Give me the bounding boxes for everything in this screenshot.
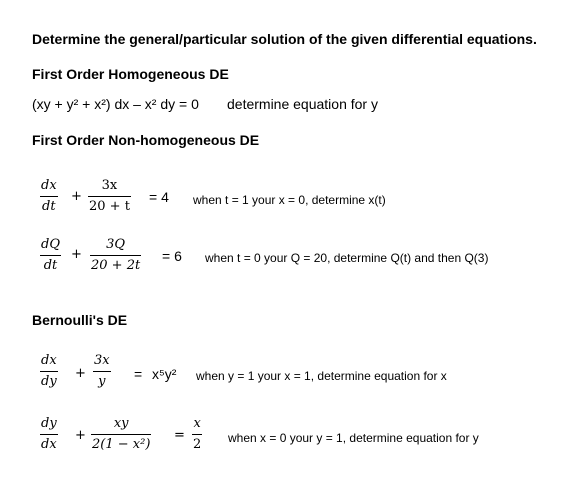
- fraction-denominator: dt: [42, 199, 56, 214]
- equals-sign: =: [134, 366, 143, 382]
- fraction-denominator: dy: [41, 374, 57, 389]
- fraction-bar: [40, 434, 58, 435]
- section-heading-nonhomogeneous: First Order Non-homogeneous DE: [32, 132, 260, 148]
- fraction-bar: [90, 255, 141, 256]
- fraction-3x-20-plus-t: [88, 177, 131, 216]
- section-heading-homogeneous: First Order Homogeneous DE: [32, 66, 229, 82]
- homogeneous-equation-text: (xy + y² + x²) dx – x² dy = 0: [32, 96, 199, 112]
- equals-sign: =: [174, 428, 185, 443]
- fraction-numerator: 3x: [101, 178, 118, 193]
- rhs-expression: x⁵y²: [152, 366, 177, 382]
- fraction-numerator: dy: [41, 416, 57, 431]
- fraction-denominator: 2(1 − x²): [92, 437, 151, 452]
- plus-sign: +: [75, 428, 86, 443]
- fraction-x-2: [192, 415, 202, 454]
- fraction-numerator: 3x: [94, 353, 110, 368]
- fraction-numerator: dx: [41, 353, 57, 368]
- condition-text: when y = 1 your x = 1, determine equation for x: [196, 369, 447, 383]
- fraction-3x-y: [93, 352, 111, 391]
- fraction-numerator: xy: [113, 416, 129, 431]
- plus-sign: +: [75, 366, 86, 381]
- fraction-denominator: 20 + t: [89, 199, 130, 214]
- fraction-bar: [192, 434, 202, 435]
- condition-text: when t = 0 your Q = 20, determine Q(t) and then Q(3): [205, 251, 489, 265]
- fraction-numerator: x: [193, 416, 201, 431]
- equals-value: = 4: [149, 189, 169, 205]
- fraction-numerator: 3Q: [106, 237, 126, 252]
- fraction-bar: [93, 371, 111, 372]
- condition-text: when t = 1 your x = 0, determine x(t): [193, 193, 386, 207]
- fraction-bar: [88, 196, 131, 197]
- fraction-denominator: 20 + 2t: [91, 258, 141, 273]
- derivative-dy-dx: [40, 415, 58, 454]
- fraction-denominator: dt: [43, 258, 58, 273]
- equals-value: = 6: [162, 248, 182, 264]
- fraction-3q-20-plus-2t: [90, 236, 141, 275]
- fraction-numerator: dx: [41, 178, 57, 193]
- plus-sign: +: [71, 247, 82, 262]
- fraction-numerator: dQ: [41, 237, 60, 252]
- homogeneous-task: determine equation for y: [227, 96, 378, 112]
- homogeneous-equation: [32, 96, 199, 112]
- derivative-dx-dt: [40, 177, 58, 216]
- fraction-denominator: y: [98, 374, 106, 389]
- derivative-dq-dt: [40, 236, 61, 275]
- section-heading-bernoulli: Bernoulli's DE: [32, 312, 128, 328]
- page-title: Determine the general/particular solution of the given differential equations.: [32, 31, 537, 47]
- derivative-dx-dy: [40, 352, 58, 391]
- fraction-bar: [40, 196, 58, 197]
- fraction-denominator: dx: [41, 437, 57, 452]
- condition-text: when x = 0 your y = 1, determine equation for y: [228, 431, 479, 445]
- fraction-bar: [40, 371, 58, 372]
- fraction-bar: [91, 434, 151, 435]
- fraction-denominator: 2: [193, 437, 202, 452]
- fraction-bar: [40, 255, 61, 256]
- fraction-xy-2-1-minus-x2: [91, 415, 151, 454]
- plus-sign: +: [71, 189, 82, 204]
